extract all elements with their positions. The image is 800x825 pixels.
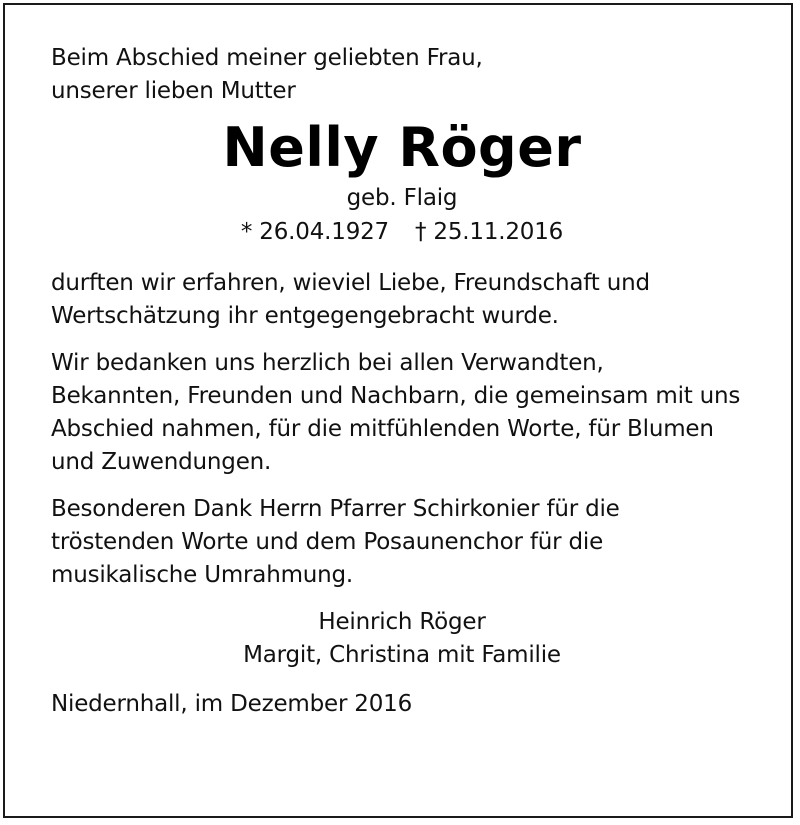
- obituary-notice: [51, 42, 761, 721]
- death-date: † 25.11.2016: [415, 219, 564, 245]
- paragraph-line: Bekannten, Freunden und Nachbarn, die gemeinsam mit uns: [51, 383, 741, 409]
- paragraph-line: Abschied nahmen, für die mitfühlenden Worte, für Blumen: [51, 416, 714, 442]
- signers: [43, 606, 761, 672]
- paragraph-line: Wertschätzung ihr entgegengebracht wurde.: [51, 303, 559, 329]
- paragraph-line: Wir bedanken uns herzlich bei allen Verwandten,: [51, 350, 604, 376]
- life-dates: [43, 216, 761, 249]
- gratitude-paragraph-1: [51, 267, 761, 333]
- intro-text: [51, 42, 761, 108]
- gratitude-paragraph-3: [51, 493, 761, 592]
- birth-date: * 26.04.1927: [240, 219, 389, 245]
- paragraph-line: und Zuwendungen.: [51, 449, 272, 475]
- intro-line: Beim Abschied meiner geliebten Frau,: [51, 45, 483, 71]
- paragraph-line: Besonderen Dank Herrn Pfarrer Schirkonier für die: [51, 496, 620, 522]
- birth-name: geb. Flaig: [346, 185, 458, 211]
- signer-line: Heinrich Röger: [318, 609, 486, 635]
- paragraph-line: musikalische Umrahmung.: [51, 562, 354, 588]
- place-and-date: Niedernhall, im Dezember 2016: [51, 691, 413, 717]
- paragraph-line: durften wir erfahren, wieviel Liebe, Freundschaft und: [51, 270, 650, 296]
- paragraph-line: tröstenden Worte und dem Posaunenchor für die: [51, 529, 604, 555]
- intro-line: unserer lieben Mutter: [51, 78, 296, 104]
- gratitude-paragraph-2: [51, 347, 761, 479]
- signer-line: Margit, Christina mit Familie: [243, 642, 561, 668]
- deceased-name: Nelly Röger: [222, 116, 582, 179]
